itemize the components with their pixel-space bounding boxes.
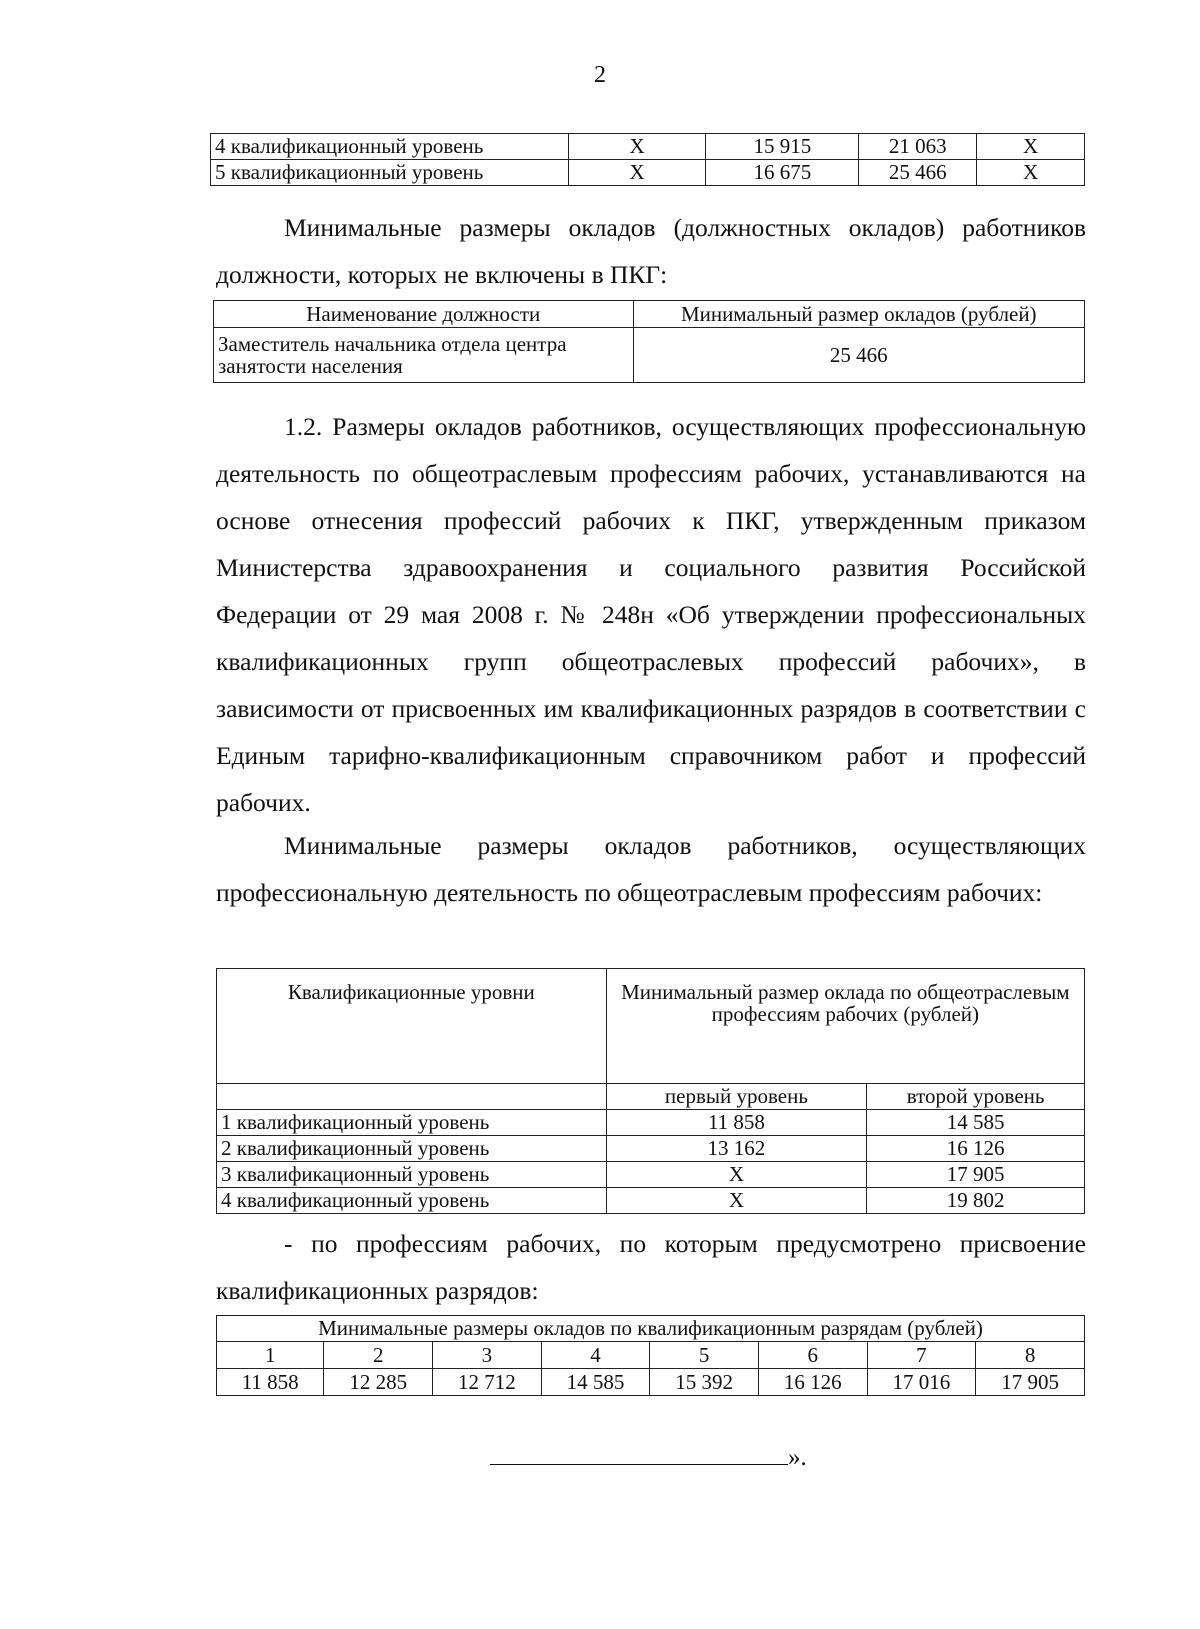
paragraph-positions-intro: Минимальные размеры окладов (должностных окладов) работников должности, которых не включены в ПКГ: [216,213,1086,289]
table-header: Минимальные размеры окладов по квалификационным разрядам (рублей) [217,1316,1085,1342]
row-label: 4 квалификационный уровень [217,1188,607,1214]
cell-value: 16 675 [706,160,859,186]
row-label: 5 квалификационный уровень [211,160,569,186]
grade-number: 1 [217,1342,324,1369]
grade-salary: 15 392 [650,1369,759,1396]
table-header-row [214,301,1085,328]
cell-value: Х [606,1188,867,1214]
cell-value: Х [568,160,706,186]
cell-value: 17 905 [867,1162,1085,1188]
grade-salary: 17 905 [976,1369,1085,1396]
grade-salary: 14 585 [541,1369,650,1396]
table-row [217,1136,1085,1162]
cell-value: Х [977,160,1085,186]
table-worker-qualification-levels [216,968,1085,1214]
grade-number: 2 [324,1342,433,1369]
grade-salary: 16 126 [758,1369,867,1396]
position-salary: 25 466 [633,328,1084,383]
table-header-row [217,969,1085,1084]
table-subheader-row [217,1084,1085,1110]
grade-number: 3 [433,1342,542,1369]
grade-salary: 17 016 [867,1369,976,1396]
cell-value: Х [568,134,706,160]
paragraph-workers-intro: Минимальные размеры окладов работников, осуществляющих профессиональную деятельность по общеотраслевым профессиям рабочих: [216,831,1086,907]
paragraph-grades-intro: - по профессиям рабочих, по которым предусмотрено присвоение квалификационных разрядов: [216,1229,1086,1305]
cell-value: 21 063 [859,134,977,160]
row-label: 2 квалификационный уровень [217,1136,607,1162]
column-subheader: второй уровень [867,1084,1085,1110]
position-name: Заместитель начальника отдела центра занятости населения [214,328,634,383]
column-header: Наименование должности [214,301,634,328]
cell-value: Х [606,1162,867,1188]
grade-salary: 12 712 [433,1369,542,1396]
empty-cell [217,1084,607,1110]
cell-value: 25 466 [859,160,977,186]
table-header-row [217,1316,1085,1342]
grade-number: 7 [867,1342,976,1369]
table-row [211,160,1085,186]
grade-salary: 12 285 [324,1369,433,1396]
table-row [217,1110,1085,1136]
underline-rule [490,1440,788,1465]
column-header: Квалификационные уровни [217,969,607,1084]
page-number: 2 [594,62,606,88]
cell-value: 15 915 [706,134,859,160]
grade-number: 8 [976,1342,1085,1369]
paragraph-section-1-2: 1.2. Размеры окладов работников, осуществляющих профессиональную деятельность по общеотраслевым профессиям рабочих, устанавливаются на основе отнесения профессий рабочих к ПКГ, утвержденным приказом Министерства здравоохранения и социального развития Российской Федерации от 29 мая 2008 г. № 248н «Об утверждении профессиональных квалификационных групп общеотраслевых профессий рабочих», в зависимости от присвоенных им квалификационных разрядов в соответствии с Единым тарифно-квалификационным справочником работ и профессий рабочих. [216,412,1086,817]
cell-value: 16 126 [867,1136,1085,1162]
row-label: 1 квалификационный уровень [217,1110,607,1136]
cell-value: 14 585 [867,1110,1085,1136]
table-values-row [217,1369,1085,1396]
cell-value: 19 802 [867,1188,1085,1214]
table-row [214,328,1085,383]
cell-value: Х [977,134,1085,160]
table-row [217,1188,1085,1214]
closing-quote: ». [788,1444,807,1471]
table-row [211,134,1085,160]
column-header: Минимальный размер окладов (рублей) [633,301,1084,328]
row-label: 3 квалификационный уровень [217,1162,607,1188]
row-label: 4 квалификационный уровень [211,134,569,160]
table-positions-not-in-pkg [213,300,1085,383]
grade-number: 6 [758,1342,867,1369]
closing-line [490,1440,807,1472]
table-qualification-levels-continued [210,133,1085,186]
table-row [217,1162,1085,1188]
table-grades-row [217,1342,1085,1369]
grade-number: 4 [541,1342,650,1369]
column-subheader: первый уровень [606,1084,867,1110]
cell-value: 11 858 [606,1110,867,1136]
table-qualification-grades [216,1315,1085,1396]
column-header: Минимальный размер оклада по общеотраслевым профессиям рабочих (рублей) [606,969,1084,1084]
grade-salary: 11 858 [217,1369,324,1396]
cell-value: 13 162 [606,1136,867,1162]
grade-number: 5 [650,1342,759,1369]
